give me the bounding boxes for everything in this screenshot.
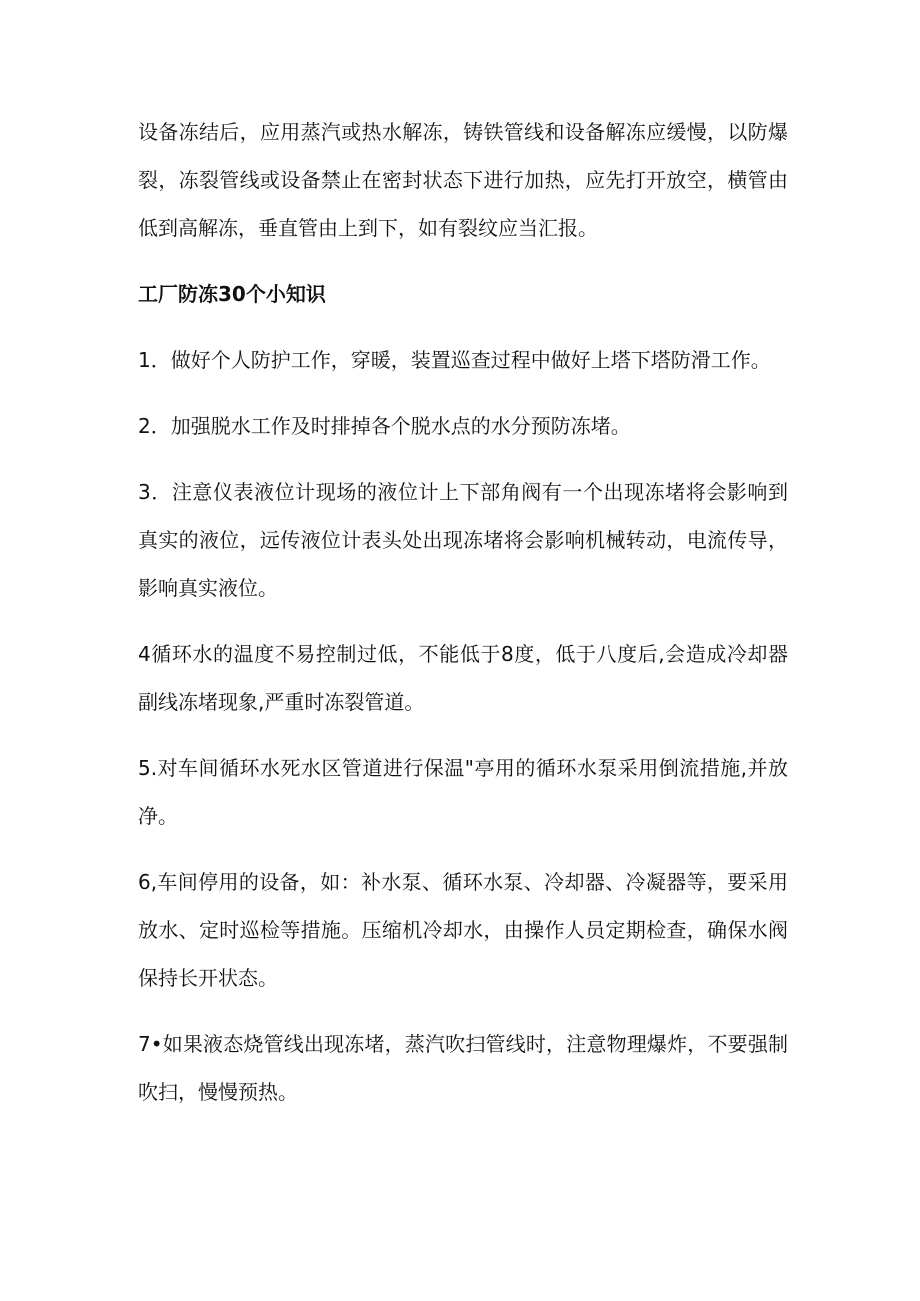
list-item-7: 7•如果液态烧管线出现冻堵，蒸汽吹扫管线时，注意物理爆炸，不要强制吹扫，慢慢预热。: [138, 1032, 788, 1104]
list-item-4: 4循环水的温度不易控制过低，不能低于8度，低于八度后,会造成冷却器副线冻堵现象,严重时冻裂管道。: [138, 642, 788, 714]
intro-paragraph: 设备冻结后，应用蒸汽或热水解冻，铸铁管线和设备解冻应缓慢，以防爆裂，冻裂管线或设备禁止在密封状态下进行加热，应先打开放空，横管由低到高解冻，垂直管由上到下，如有裂纹应当汇报。: [138, 120, 788, 240]
list-item-6: 6,车间停用的设备，如：补水泵、循环水泵、冷却器、冷凝器等，要采用放水、定时巡检等措施。压缩机冷却水，由操作人员定期检查，确保水阀保持长开状态。: [138, 870, 788, 990]
list-item-2: 2．加强脱水工作及时排掉各个脱水点的水分预防冻堵。: [138, 414, 631, 438]
document-body: [138, 108, 788, 1134]
list-item-1: 1．做好个人防护工作，穿暖，装置巡查过程中做好上塔下塔防滑工作。: [138, 348, 771, 372]
list-item-3: 3．注意仪表液位计现场的液位计上下部角阀有一个出现冻堵将会影响到真实的液位，远传液位计表头处出现冻堵将会影响机械转动，电流传导，影响真实液位。: [138, 480, 788, 600]
section-heading: 工厂防冻30个小知识: [138, 282, 326, 306]
list-item-5: 5.对车间循环水死水区管道进行保温"亭用的循环水泵采用倒流措施,并放净。: [138, 756, 788, 828]
